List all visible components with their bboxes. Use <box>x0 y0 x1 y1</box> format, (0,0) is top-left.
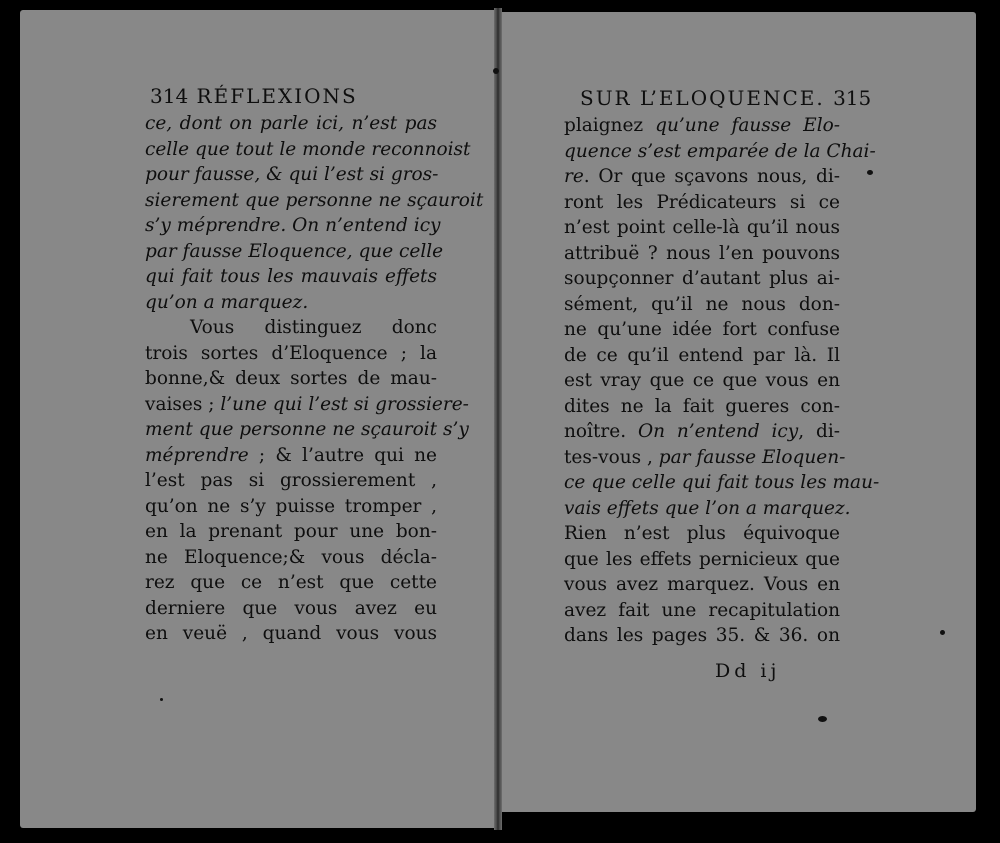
italic-text: qu’une fausse Elo- <box>655 115 840 136</box>
roman-text: vous avez marquez. Vous en <box>564 574 840 595</box>
italic-text: ce que celle qui fait tous les mau- <box>564 472 880 493</box>
roman-text: Vous distinguez donc <box>190 317 437 338</box>
right-page-text <box>564 113 880 649</box>
italic-text: méprendre <box>145 444 249 466</box>
text-line <box>145 264 437 290</box>
left-page-header <box>150 82 358 110</box>
italic-text: l’une qui l’est si grossiere- <box>220 393 469 415</box>
right-page <box>500 12 976 812</box>
text-line <box>564 394 840 420</box>
text-line <box>145 137 471 163</box>
text-line <box>145 290 437 316</box>
ink-spot <box>160 698 163 701</box>
text-line <box>145 443 437 469</box>
text-line <box>564 470 880 496</box>
italic-text: pour fausse, & qui l’est si gros- <box>145 164 439 185</box>
text-line <box>564 241 840 267</box>
italic-text: par fausse Eloquen- <box>658 446 846 468</box>
roman-text: noître. <box>564 421 638 442</box>
roman-text: est vray que ce que vous en <box>564 370 840 391</box>
roman-text: ront les Prédicateurs si ce <box>564 191 840 213</box>
text-line <box>564 343 840 369</box>
italic-text: On n’entend icy <box>637 421 799 442</box>
text-line <box>564 521 840 547</box>
text-line <box>564 368 840 394</box>
roman-text: n’est point celle-là qu’il nous <box>564 217 840 238</box>
text-line <box>145 366 437 392</box>
text-line <box>145 213 441 239</box>
roman-text: bonne,& deux sortes de mau- <box>145 368 437 389</box>
italic-text: celle que tout le monde reconnoist <box>145 138 471 160</box>
roman-text: , di- <box>798 421 840 442</box>
italic-text: ce, dont on parle ici, n’est pas <box>145 113 437 134</box>
text-line <box>145 596 437 622</box>
roman-text: trois sortes d’Eloquence ; la <box>145 342 437 364</box>
text-line <box>564 317 840 343</box>
roman-text: dans les pages 35. & 36. on <box>564 625 840 646</box>
roman-text: vaises ; <box>145 393 221 415</box>
roman-text: tes-vous , <box>564 446 659 468</box>
roman-text: en veuë , quand vous vous <box>145 623 437 644</box>
text-line <box>564 419 840 445</box>
italic-text: vais effets que l’on a marquez. <box>564 497 851 519</box>
text-line <box>564 113 840 139</box>
left-page <box>20 10 498 828</box>
text-line <box>145 519 437 545</box>
italic-text: sierement que personne ne sçauroit <box>145 189 484 211</box>
text-line <box>145 315 437 341</box>
italic-text: qui fait tous les mauvais effets <box>145 266 437 287</box>
italic-text: par fausse Eloquence, que celle <box>145 240 444 262</box>
roman-text: rez que ce n’est que cette <box>145 572 437 593</box>
left-page-text <box>145 111 484 647</box>
italic-text: s’y méprendre. On n’entend icy <box>145 215 441 236</box>
text-line <box>564 190 840 216</box>
roman-text: soupçonner d’autant plus ai- <box>564 268 840 289</box>
roman-text: . Or que sçavons nous, di- <box>583 166 840 187</box>
text-line <box>564 445 846 471</box>
italic-text: quence s’est emparée de la Chai- <box>564 140 876 162</box>
ink-spot <box>940 630 945 635</box>
roman-text: que les effets pernicieux que <box>564 548 840 570</box>
text-line <box>564 139 876 165</box>
text-line <box>564 496 851 522</box>
text-line <box>145 468 437 494</box>
roman-text: avez fait une recapitulation <box>564 599 840 621</box>
text-line <box>564 572 840 598</box>
italic-text: re <box>564 166 584 187</box>
left-page-number: 314 <box>150 84 189 108</box>
ink-spot <box>867 170 873 175</box>
roman-text: l’est pas si grossierement , <box>145 470 437 491</box>
text-line <box>564 598 840 624</box>
gutter-mark <box>493 68 499 74</box>
text-line <box>564 215 840 241</box>
roman-text: derniere que vous avez eu <box>145 597 437 619</box>
ink-spot <box>818 716 827 722</box>
text-line <box>145 621 437 647</box>
right-page-header <box>580 84 871 112</box>
roman-text: ; & l’autre qui ne <box>248 444 437 466</box>
text-line <box>145 188 484 214</box>
signature-mark: Dd ij <box>715 660 781 682</box>
roman-text: qu’on ne s’y puisse tromper , <box>145 495 437 517</box>
roman-text: ne Eloquence;& vous décla- <box>145 546 437 568</box>
text-line <box>564 266 840 292</box>
italic-text: ment que personne ne sçauroit s’y <box>145 419 469 440</box>
text-line <box>145 494 437 520</box>
roman-text: attribuë ? nous l’en pouvons <box>564 242 840 264</box>
roman-text: ne qu’une idée fort confuse <box>564 319 840 340</box>
right-page-number: 315 <box>833 86 872 110</box>
text-line <box>564 623 840 649</box>
text-line <box>145 341 437 367</box>
text-line <box>145 239 444 265</box>
text-line <box>145 111 437 137</box>
roman-text: dites ne la fait gueres con- <box>564 395 840 417</box>
text-line <box>145 570 437 596</box>
roman-text: en la prenant pour une bon- <box>145 521 437 542</box>
text-line <box>564 547 840 573</box>
text-line <box>145 162 437 188</box>
text-line <box>145 545 437 571</box>
roman-text: de ce qu’il entend par là. Il <box>564 344 840 366</box>
roman-text: plaignez <box>564 115 656 136</box>
left-running-title: RÉFLEXIONS <box>196 84 358 108</box>
roman-text: Rien n’est plus équivoque <box>564 523 840 544</box>
text-line <box>145 392 469 418</box>
text-line <box>145 417 469 443</box>
text-line <box>564 292 840 318</box>
book-gutter <box>494 8 502 830</box>
roman-text: sément, qu’il ne nous don- <box>564 293 840 315</box>
text-line <box>564 164 840 190</box>
italic-text: qu’on a marquez. <box>145 291 309 313</box>
right-running-title: SUR L’ELOQUENCE. <box>580 86 825 110</box>
